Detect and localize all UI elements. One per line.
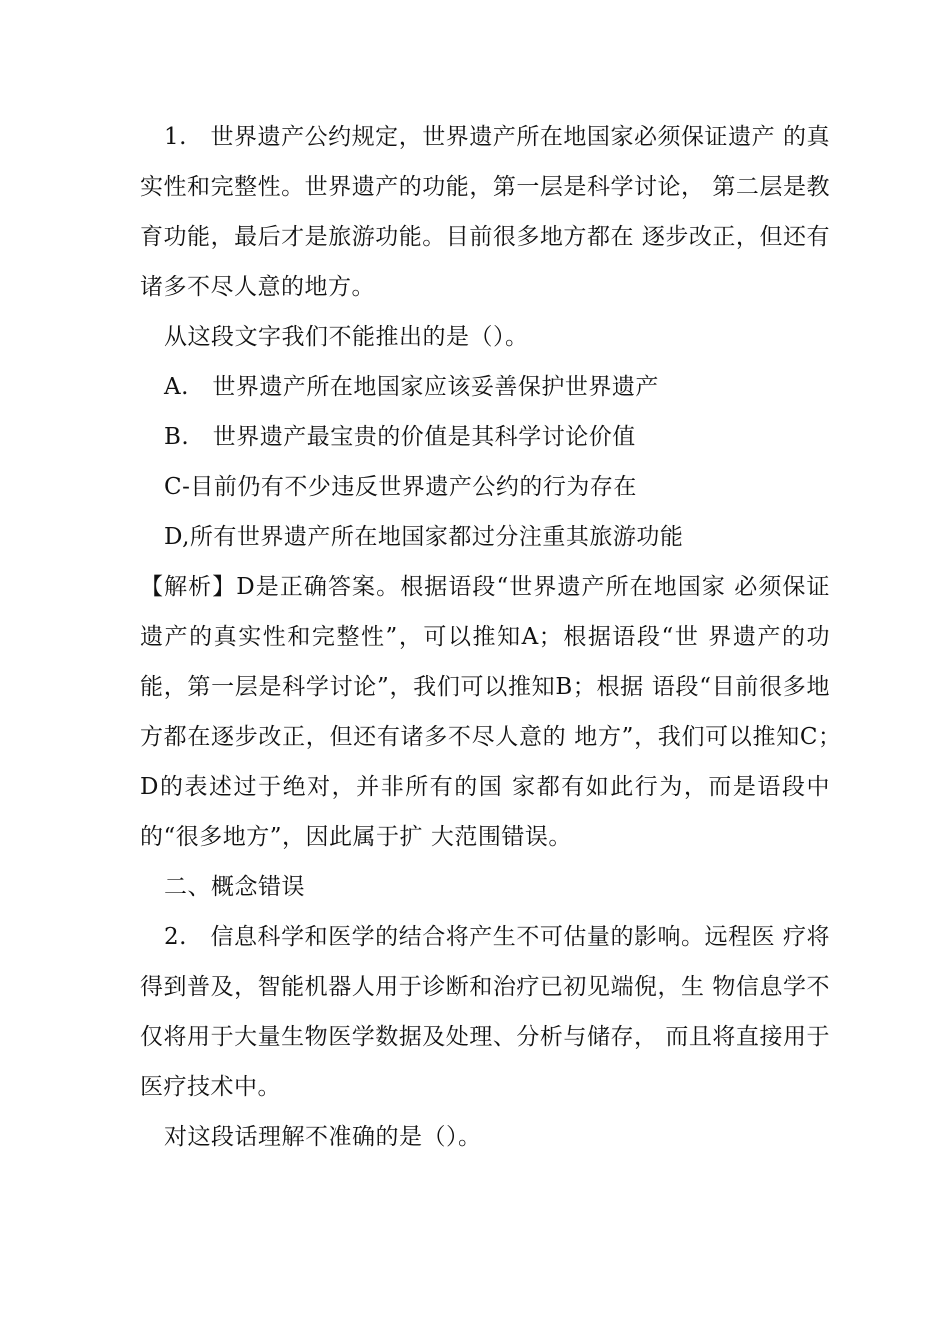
question-1-option-c: C-目前仍有不少违反世界遗产公约的行为存在 xyxy=(164,474,637,500)
question-2-prompt: 对这段话理解不准确的是（）。 xyxy=(164,1124,482,1150)
question-2-stem: 2. 信息科学和医学的结合将产生不可估量的影响。远程医 疗将得到普及，智能机器人用于诊断和治疗已初见端倪，生 物信息学不仅将用于大量生物医学数据及处理、分析与储存， 而且将直接用于医疗技术中。 xyxy=(140,924,830,1100)
question-1-option-a: A. 世界遗产所在地国家应该妥善保护世界遗产 xyxy=(164,374,659,400)
question-1-option-d: D,所有世界遗产所在地国家都过分注重其旅游功能 xyxy=(164,524,684,550)
question-1-analysis: 【解析】D是正确答案。根据语段“世界遗产所在地国家 必须保证遗产的真实性和完整性”，可以推知A；根据语段“世 界遗产的功能，第一层是科学讨论”，我们可以推知B；根据 语段“目前很多地方都在逐步改正，但还有诸多不尽人意的 地方”，我们可以推知C； D的表述过于绝对，并非所有的国 家都有如此行为，而是语段中的“很多地方”，因此属于扩 大范围错误。 xyxy=(140,574,854,850)
document-page xyxy=(140,112,854,1162)
section-heading: 二、概念错误 xyxy=(164,874,305,900)
question-1-option-b: B. 世界遗产最宝贵的价值是其科学讨论价值 xyxy=(164,424,636,450)
question-1-stem: 1. 世界遗产公约规定，世界遗产所在地国家必须保证遗产 的真实性和完整性。世界遗产的功能，第一层是科学讨论， 第二层是教育功能，最后才是旅游功能。目前很多地方都在 逐步改正，但还有诸多不尽人意的地方。 xyxy=(140,124,830,300)
question-1-prompt: 从这段文字我们不能推出的是（）。 xyxy=(164,324,529,350)
